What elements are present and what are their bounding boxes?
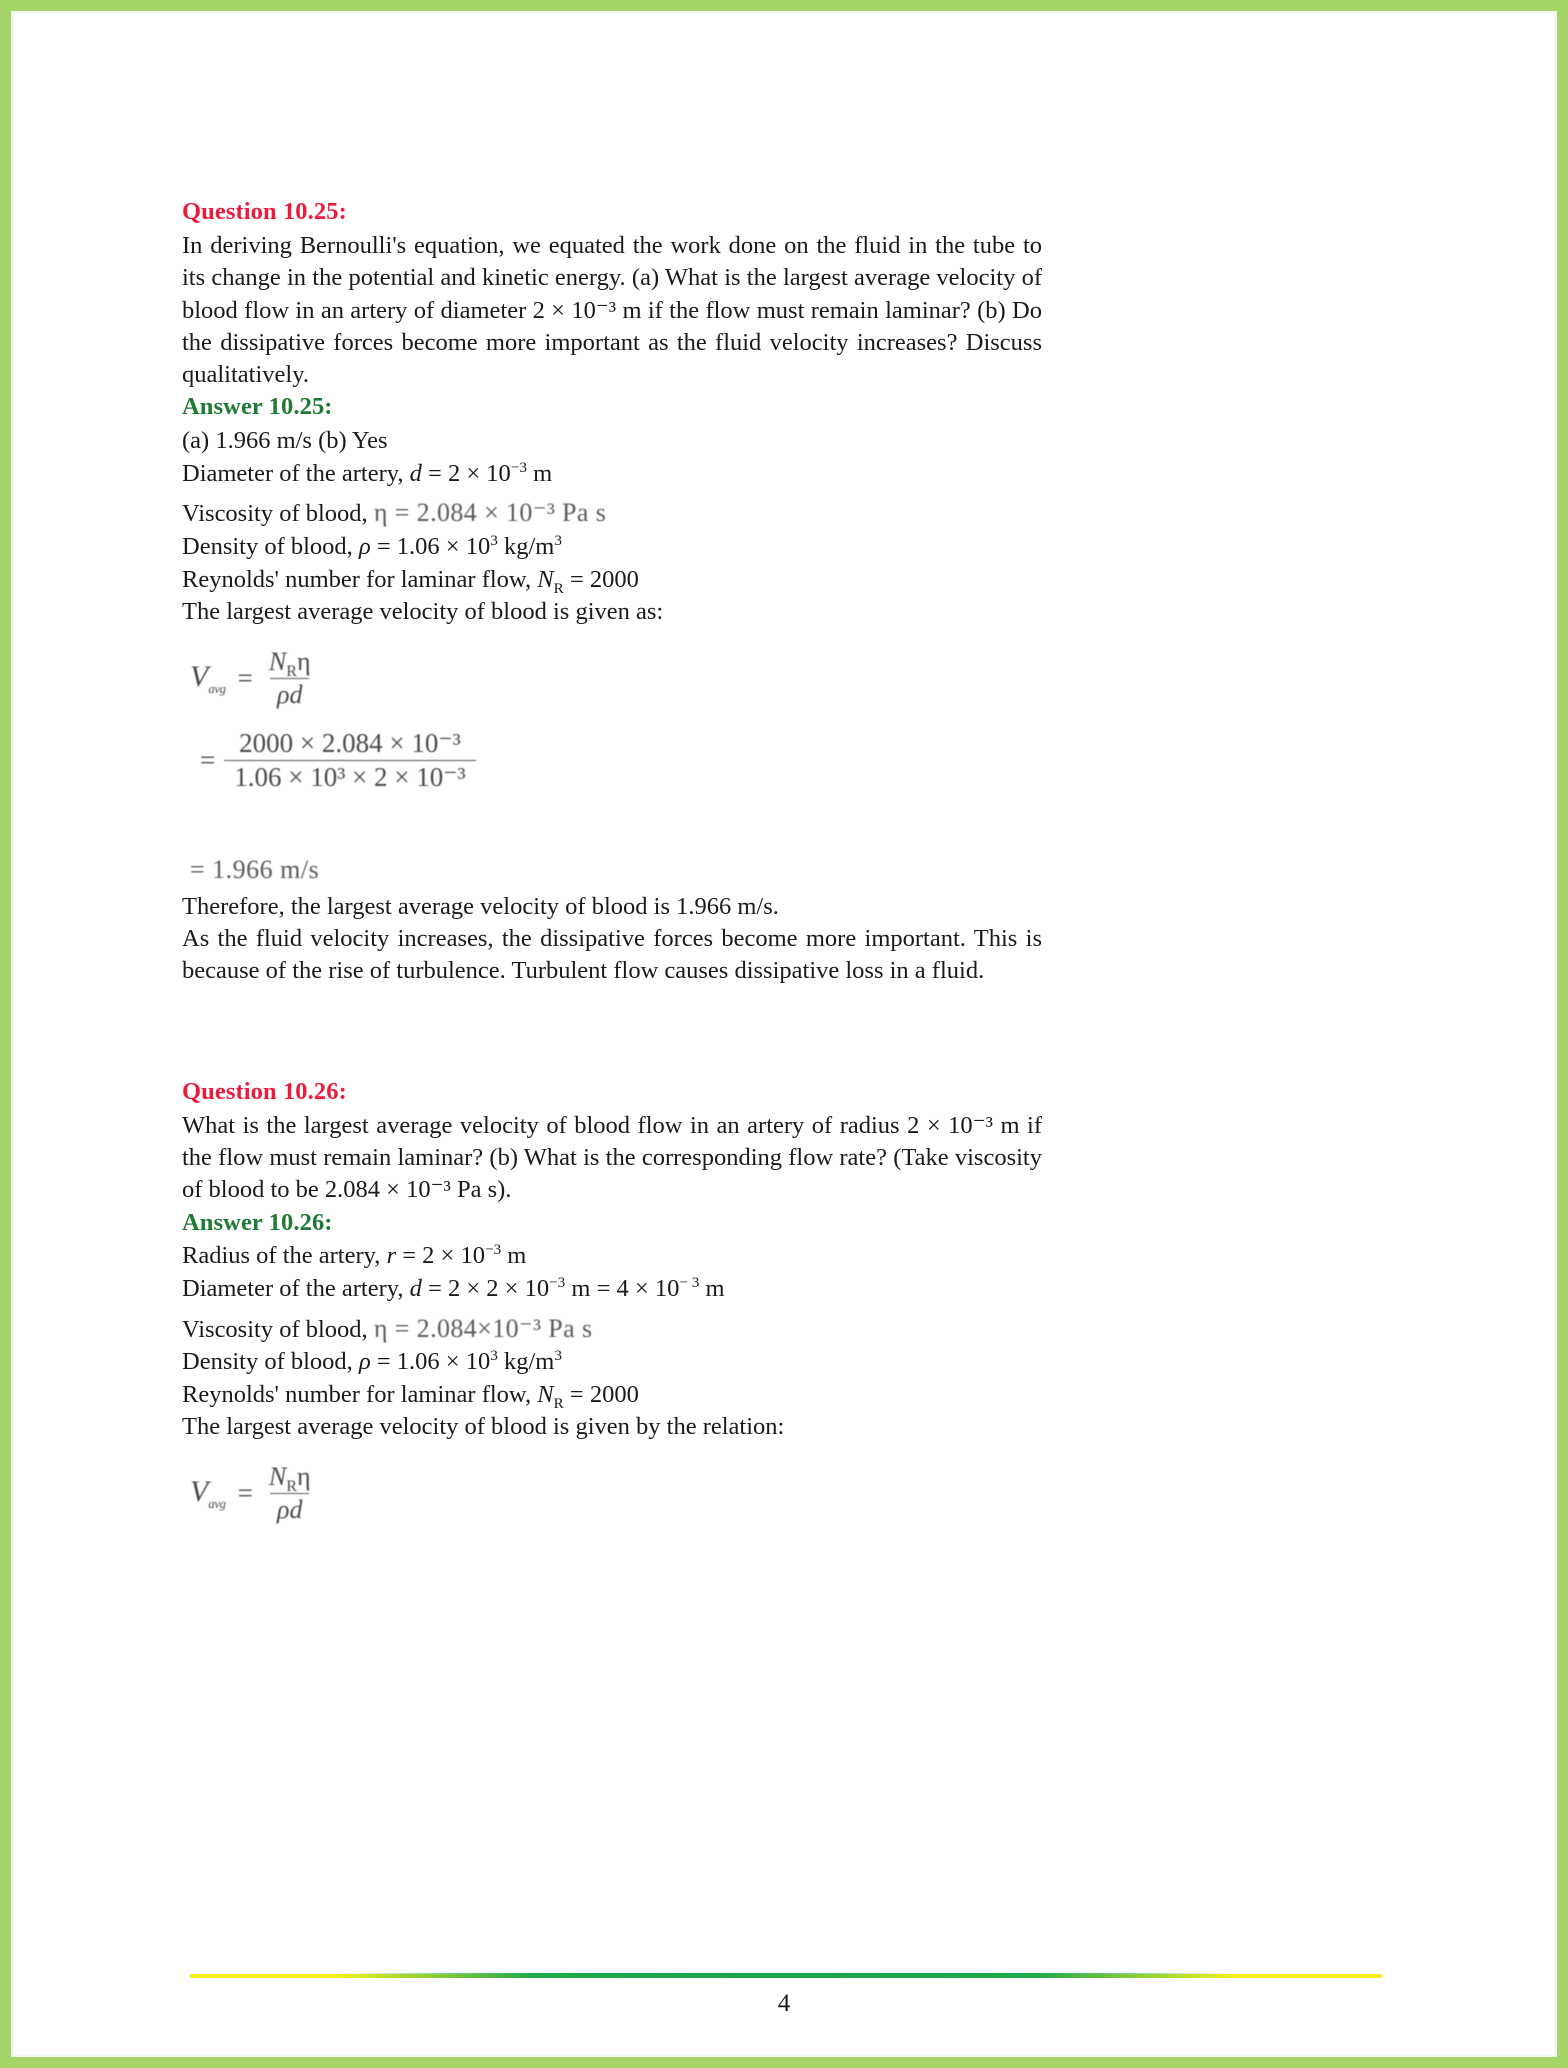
diameter-symbol: d — [409, 1275, 422, 1303]
density-unit: kg/m — [497, 533, 555, 561]
formula-lhs-var: V — [190, 659, 209, 693]
page-content — [182, 196, 1042, 1525]
spacer — [182, 629, 1042, 647]
formula-vavg-10-26 — [182, 1462, 1042, 1525]
diameter-line-10-25 — [182, 458, 1042, 491]
reynolds-symbol: N — [537, 565, 554, 593]
formula-equals: = — [237, 1477, 253, 1508]
formula-lhs-var: V — [190, 1474, 209, 1508]
formula-denominator: ρd — [270, 678, 309, 710]
numeric-equals: = — [200, 744, 216, 775]
footer-divider-green — [335, 1973, 1235, 1978]
density-line-10-26 — [182, 1346, 1042, 1379]
density-value: = 1.06 × 10 — [370, 1348, 491, 1376]
reynolds-symbol: N — [537, 1380, 554, 1408]
formula-num-subscript: R — [286, 1478, 297, 1496]
numeric-denominator: 1.06 × 10³ × 2 × 10⁻³ — [224, 760, 475, 793]
reynolds-line-10-25 — [182, 564, 1042, 597]
spacer — [182, 1444, 1042, 1462]
density-value: = 1.06 × 10 — [370, 533, 491, 561]
question-heading-10-26: Question 10.26: — [182, 1077, 347, 1105]
spacer — [182, 710, 1042, 728]
diameter-unit: m — [526, 459, 553, 487]
density-unit-exponent: 3 — [554, 1347, 562, 1365]
radius-symbol: r — [386, 1242, 397, 1270]
reynolds-value: = 2000 — [563, 1380, 639, 1408]
answer-heading-10-26: Answer 10.26: — [182, 1208, 333, 1236]
density-exponent: 3 — [490, 1347, 498, 1365]
density-label: Density of blood, — [182, 533, 359, 561]
diameter-exponent: −3 — [510, 458, 527, 476]
formula-num-subscript: R — [286, 662, 297, 680]
question-heading-10-25: Question 10.25: — [182, 198, 347, 225]
viscosity-label: Viscosity of blood, — [182, 500, 374, 528]
formula-num-n: N — [268, 646, 287, 676]
radius-label: Radius of the artery, — [182, 1242, 387, 1270]
formula-lhs-subscript: avg — [208, 1496, 226, 1511]
radius-unit: m — [501, 1242, 527, 1270]
formula-vavg-10-25 — [182, 647, 1042, 710]
relation-intro-10-25: The largest average velocity of blood is given as: — [182, 598, 664, 626]
formula-numerator — [262, 647, 318, 678]
conclusion-1-10-25: Therefore, the largest average velocity of blood is 1.966 m/s. — [182, 892, 779, 920]
density-symbol: ρ — [358, 533, 371, 561]
diameter-symbol: d — [409, 459, 422, 487]
viscosity-formula: η = 2.084×10⁻³ Pa s — [373, 1313, 593, 1343]
diameter-label: Diameter of the artery, — [182, 459, 410, 487]
diameter-exponent: −3 — [549, 1273, 566, 1291]
diameter-line-10-26 — [182, 1273, 1042, 1306]
diameter-label: Diameter of the artery, — [182, 1275, 410, 1303]
formula-denominator: ρd — [270, 1493, 309, 1525]
diameter-mid: m = 4 × 10 — [565, 1275, 680, 1303]
reynolds-label: Reynolds' number for laminar flow, — [182, 1380, 538, 1408]
formula-lhs — [190, 660, 229, 697]
spacer — [182, 793, 1042, 855]
formula-fraction — [262, 647, 318, 710]
diameter-value: = 2 × 10 — [421, 459, 511, 487]
short-answer-10-25: (a) 1.966 m/s (b) Yes — [182, 427, 388, 455]
page-number: 4 — [777, 1990, 791, 2017]
reynolds-label: Reynolds' number for laminar flow, — [182, 565, 538, 593]
density-label: Density of blood, — [182, 1348, 359, 1376]
question-body-10-26: What is the largest average velocity of blood flow in an artery of radius 2 × 10⁻³ m if the flow must remain laminar? (b) What is the corresponding flow rate? (Take viscosity of blood to be 2.084 × 10⁻³ Pa s). — [182, 1111, 1042, 1204]
formula-lhs-subscript: avg — [208, 681, 226, 696]
formula-num-n: N — [268, 1461, 287, 1491]
viscosity-label: Viscosity of blood, — [182, 1315, 374, 1343]
diameter-unit: m — [699, 1275, 725, 1303]
diameter-exponent-2: − 3 — [679, 1273, 700, 1291]
reynolds-value: = 2000 — [563, 565, 639, 593]
conclusion-2-10-25: As the fluid velocity increases, the dissipative forces become more important. This is because of the rise of turbulence. Turbulent flow causes dissipative loss in a fluid. — [182, 925, 1042, 985]
viscosity-formula: η = 2.084 × 10⁻³ Pa s — [373, 498, 607, 528]
formula-numerator — [262, 1461, 318, 1496]
reynolds-line-10-26 — [182, 1379, 1042, 1412]
question-body-10-25: In deriving Bernoulli's equation, we equated the work done on the fluid in the tube to its change in the potential and kinetic energy. (a) What is the largest average velocity of blood flow in an artery of diameter 2 × 10⁻³ m if the flow must remain laminar? (b) Do the dissipative forces become more important as the fluid velocity increases? Discuss qualitatively. — [182, 231, 1042, 389]
footer-divider — [190, 1972, 1382, 1980]
density-unit-exponent: 3 — [554, 531, 562, 549]
relation-intro-10-26: The largest average velocity of blood is given by the relation: — [182, 1413, 785, 1441]
radius-value: = 2 × 10 — [396, 1242, 485, 1270]
formula-num-eta: η — [296, 646, 311, 676]
density-symbol: ρ — [358, 1348, 371, 1376]
numeric-formula-10-25 — [182, 728, 1042, 793]
radius-exponent: −3 — [485, 1241, 502, 1259]
radius-line-10-26 — [182, 1240, 1042, 1273]
formula-fraction — [262, 1462, 318, 1525]
formula-equals: = — [237, 662, 253, 693]
result-10-25: = 1.966 m/s — [190, 854, 320, 884]
diameter-value: = 2 × 2 × 10 — [421, 1275, 550, 1303]
section-question-10-25 — [182, 196, 1042, 988]
formula-num-eta: η — [296, 1461, 311, 1491]
section-question-10-26 — [182, 1076, 1042, 1525]
density-unit: kg/m — [497, 1348, 555, 1376]
numeric-fraction — [224, 728, 475, 793]
answer-heading-10-25: Answer 10.25: — [182, 393, 333, 421]
section-gap — [182, 988, 1042, 1076]
viscosity-line-10-26 — [182, 1312, 1042, 1347]
reynolds-subscript: R — [553, 1394, 564, 1412]
viscosity-line-10-25 — [182, 496, 1042, 531]
numeric-numerator: 2000 × 2.084 × 10⁻³ — [239, 727, 461, 758]
density-exponent: 3 — [490, 531, 498, 549]
density-line-10-25 — [182, 531, 1042, 564]
reynolds-subscript: R — [553, 579, 564, 597]
formula-lhs — [190, 1475, 229, 1512]
